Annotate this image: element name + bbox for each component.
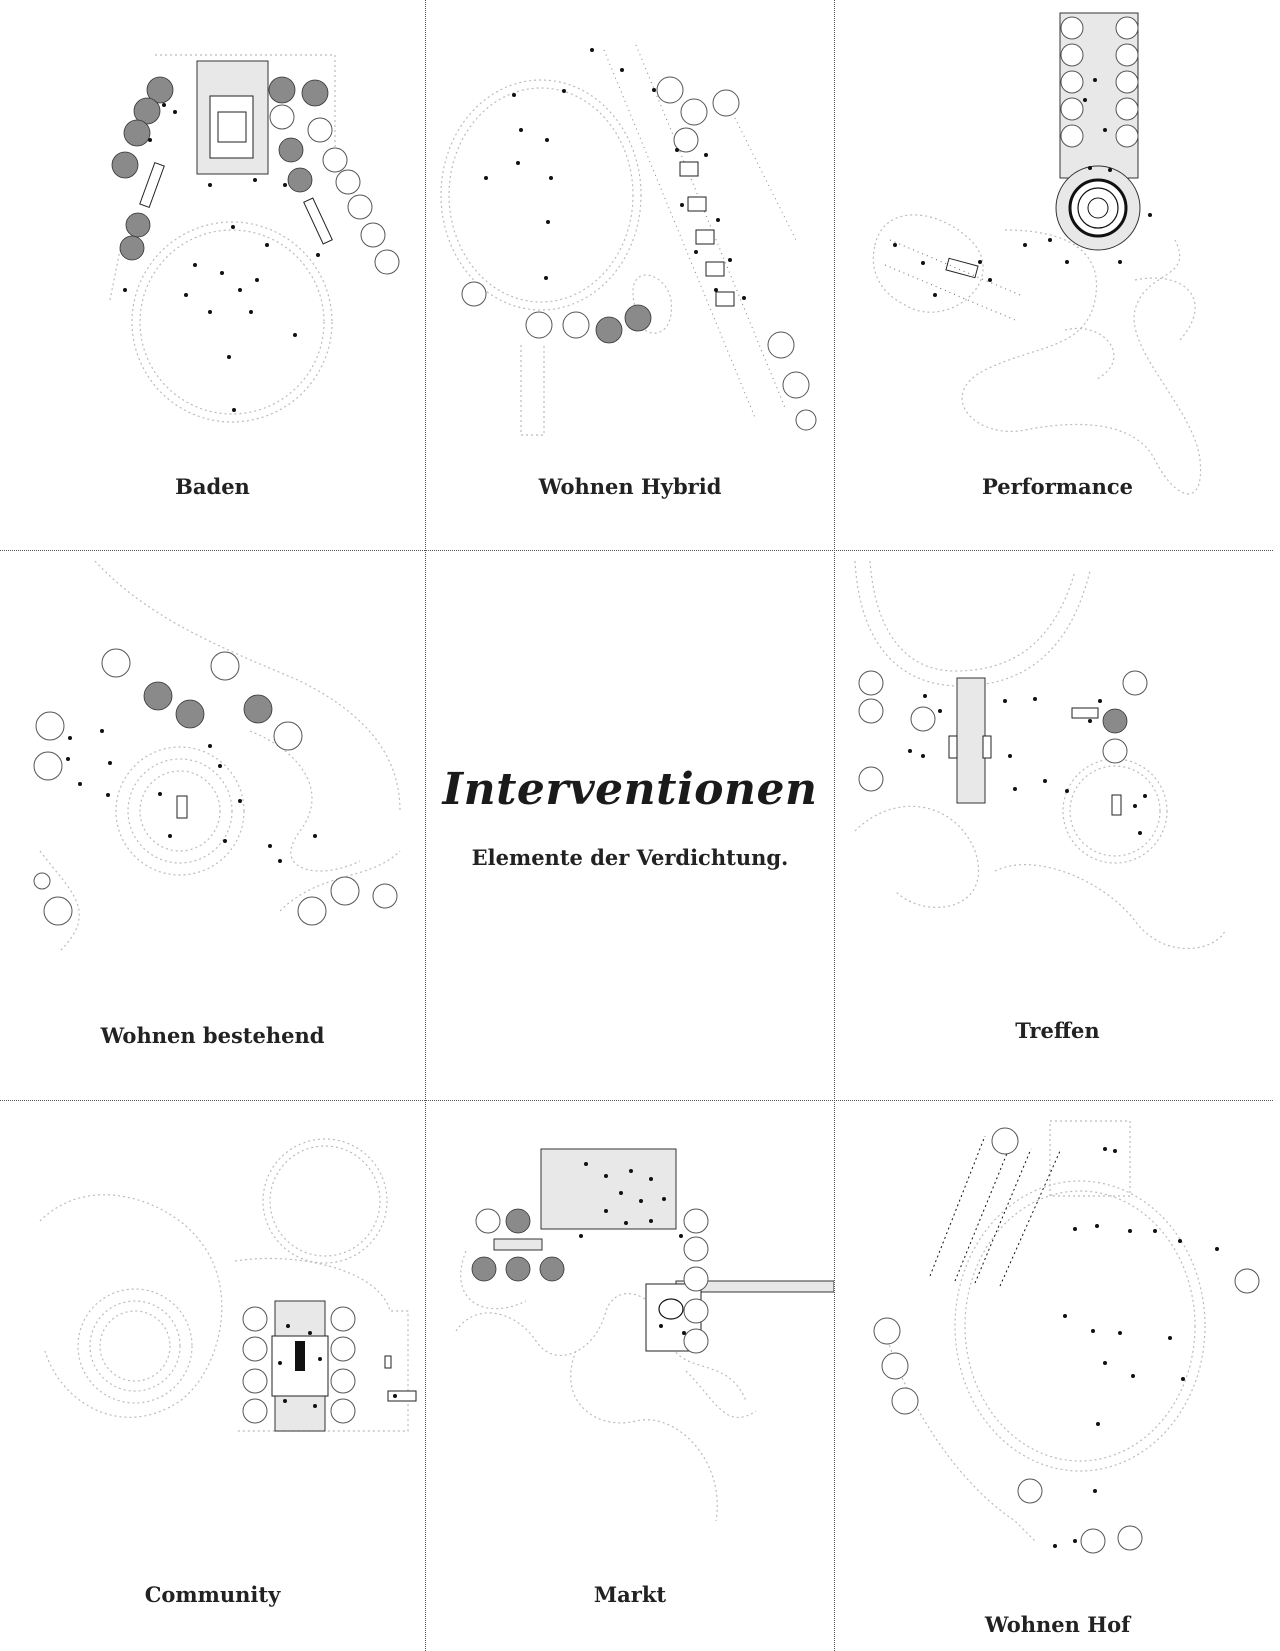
caption-baden: Baden: [175, 474, 250, 499]
panel-community: [0, 1101, 425, 1651]
page-subtitle: Elemente der Verdichtung.: [471, 845, 789, 870]
plan-performance: [835, 0, 1280, 550]
plan-community: [0, 1101, 425, 1651]
caption-community: Community: [144, 1582, 281, 1607]
caption-treffen: Treffen: [1015, 1018, 1100, 1043]
page-title: Interventionen: [442, 764, 818, 815]
panel-treffen: [835, 551, 1280, 1100]
panel-performance: [835, 0, 1280, 550]
caption-wohnen-hof: Wohnen Hof: [984, 1612, 1131, 1637]
plan-wohnen-bestehend: [0, 551, 425, 1100]
panel-wohnen-hybrid: [426, 0, 834, 550]
panel-wohnen-hof: [835, 1101, 1280, 1651]
caption-markt: Markt: [593, 1582, 667, 1607]
panel-markt: [426, 1101, 834, 1651]
panel-title: [426, 551, 834, 1100]
caption-wohnen-hybrid: Wohnen Hybrid: [538, 474, 722, 499]
plan-wohnen-hof: [835, 1101, 1280, 1651]
caption-performance: Performance: [982, 474, 1133, 499]
plan-baden: [0, 0, 425, 550]
panel-baden: [0, 0, 425, 550]
caption-wohnen-bestehend: Wohnen bestehend: [100, 1023, 325, 1048]
plan-markt: [426, 1101, 834, 1651]
panel-wohnen-bestehend: [0, 551, 425, 1100]
plan-wohnen-hybrid: [426, 0, 834, 550]
